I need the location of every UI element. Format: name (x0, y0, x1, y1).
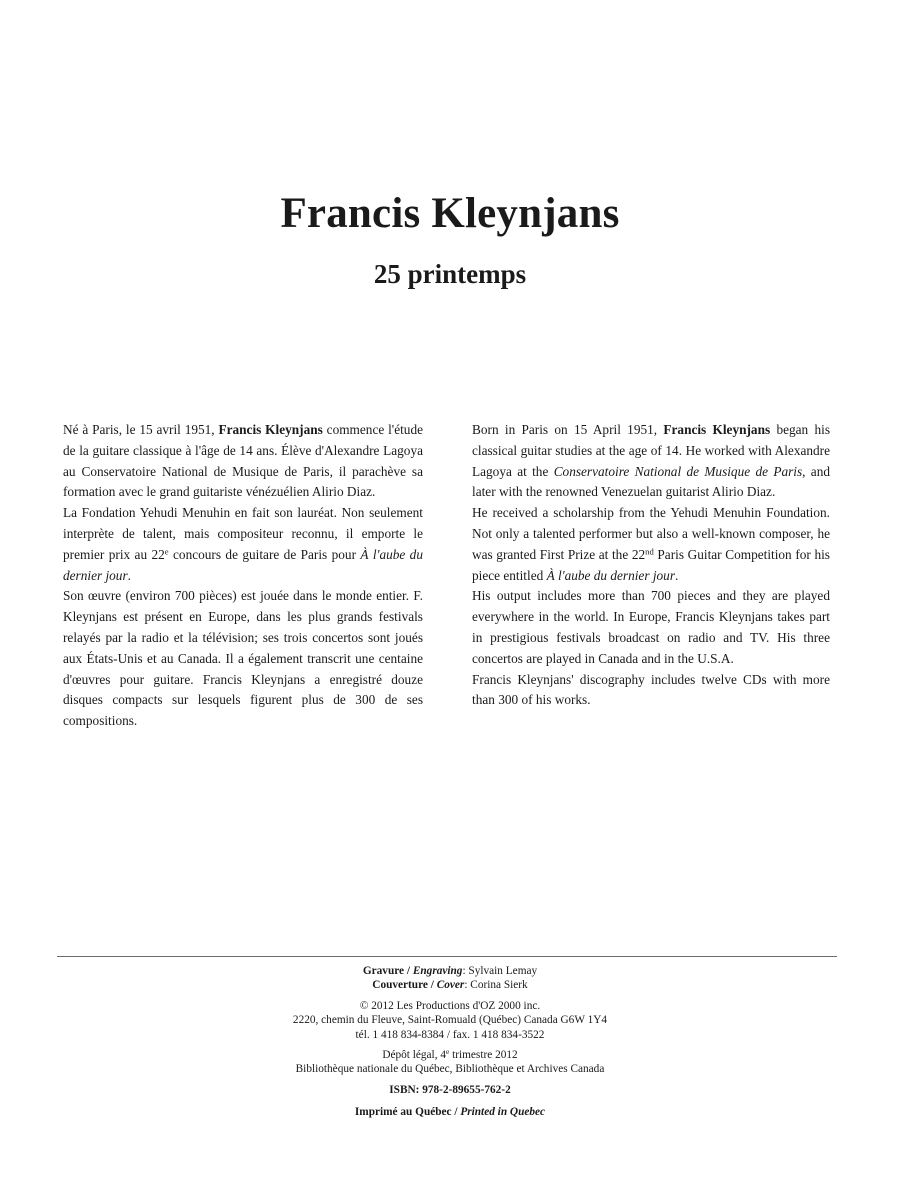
credits-block (0, 964, 900, 1120)
credit-name: : Corina Sierk (464, 979, 528, 992)
english-paragraph-4: Francis Kleynjans' discography includes twelve CDs with more than 300 of his works. (472, 671, 830, 708)
composer-name: Francis Kleynjans (218, 422, 323, 437)
text-segment: commence l'étude de la guitare classique à l'âge de 14 ans. Élève d'Alexandre Lagoya au Conservatoire National de Musique de Paris, il parachève sa formation avec le grand guitariste vénézuélien Alirio Diaz. (63, 422, 423, 500)
french-paragraph-1 (63, 420, 423, 503)
credit-label-en: Cover (436, 979, 465, 992)
text-segment: Born in Paris on 15 April 1951, (472, 422, 664, 437)
printed-line (0, 1105, 900, 1119)
text-segment: began his classical guitar studies at the age of 14. He worked with Alexandre Lagoya at the (472, 422, 830, 479)
page-subtitle: 25 printemps (373, 259, 527, 289)
isbn-line (0, 1083, 900, 1097)
english-paragraph-1 (472, 420, 830, 503)
text-segment: Dépôt légal, 4 (382, 1049, 446, 1062)
text-segment: Né à Paris, le 15 avril 1951, (63, 422, 219, 437)
text-segment: . (127, 567, 131, 583)
composer-name: Francis Kleynjans (663, 422, 771, 437)
english-paragraph-2 (472, 503, 830, 586)
work-title: À l'aube du dernier jour (546, 567, 675, 583)
french-paragraph-3: Son œuvre (environ 700 pièces) est jouée dans le monde entier. F. Kleynjans est présent en Europe, dans les plus grands festivals relayés par la radio et la télévision; ses trois concertos sont joués aux États-Unis et au Canada. Il a également transcrit une centaine d'œuvres pour guitare. Francis Kleynjans a enregistré douze disques compacts sur lesquels figurent plus de 300 de ses compositions. (63, 588, 423, 729)
text-segment: trimestre 2012 (449, 1049, 518, 1062)
text-segment: La Fondation Yehudi Menuhin en fait son lauréat. Non seulement interprète de talent, mais compositeur reconnu, il emporte le premier prix au 22 (63, 505, 423, 562)
printed-fr: Imprimé au Québec / (354, 1106, 461, 1119)
work-title: À l'aube du dernier jour (63, 546, 423, 583)
institution-name: Conservatoire National de Musique de Paris (553, 463, 803, 479)
french-biography (63, 420, 423, 732)
english-paragraph-3: His output includes more than 700 pieces and they are played everywhere in the world. In Europe, Francis Kleynjans takes part in prestigious festivals broadcast on radio and TV. His three concertos are played in Canada and in the U.S.A. (472, 588, 830, 666)
text-segment: . (675, 567, 679, 583)
engraving-credit (0, 964, 900, 978)
copyright-line: © 2012 Les Productions d'OZ 2000 inc. (359, 999, 541, 1012)
legal-deposit (0, 1048, 900, 1062)
publisher-phone: tél. 1 418 834-8384 / fax. 1 418 834-3522 (355, 1028, 545, 1041)
isbn: ISBN: 978-2-89655-762-2 (389, 1083, 511, 1096)
ordinal-suffix: e (446, 1047, 450, 1056)
ordinal-suffix: nd (645, 546, 654, 557)
credit-label: Gravure / (362, 965, 413, 977)
credit-name: : Sylvain Lemay (462, 965, 538, 977)
text-segment: He received a scholarship from the Yehudi Menuhin Foundation. Not only a talented performer but also a well-known composer, he was granted First Prize at the 22 (472, 505, 830, 562)
english-biography (472, 420, 830, 711)
ordinal-suffix: e (164, 546, 169, 557)
libraries-line: Bibliothèque nationale du Québec, Bibliothèque et Archives Canada (295, 1063, 605, 1076)
page-title: Francis Kleynjans (280, 190, 620, 237)
footer-divider (57, 956, 837, 957)
credit-label-en: Engraving (412, 965, 463, 977)
printed-en: Printed in Quebec (460, 1106, 546, 1119)
french-paragraph-2 (63, 503, 423, 586)
text-segment: Paris Guitar Competition for his piece entitled (472, 546, 830, 583)
publisher-address: 2220, chemin du Fleuve, Saint-Romuald (Québec) Canada G6W 1Y4 (292, 1014, 608, 1027)
text-segment: concours de guitare de Paris pour (168, 546, 361, 562)
cover-credit (0, 978, 900, 992)
text-segment: , and later with the renowned Venezuelan guitarist Alirio Diaz. (472, 463, 830, 500)
credit-label: Couverture / (372, 979, 437, 992)
